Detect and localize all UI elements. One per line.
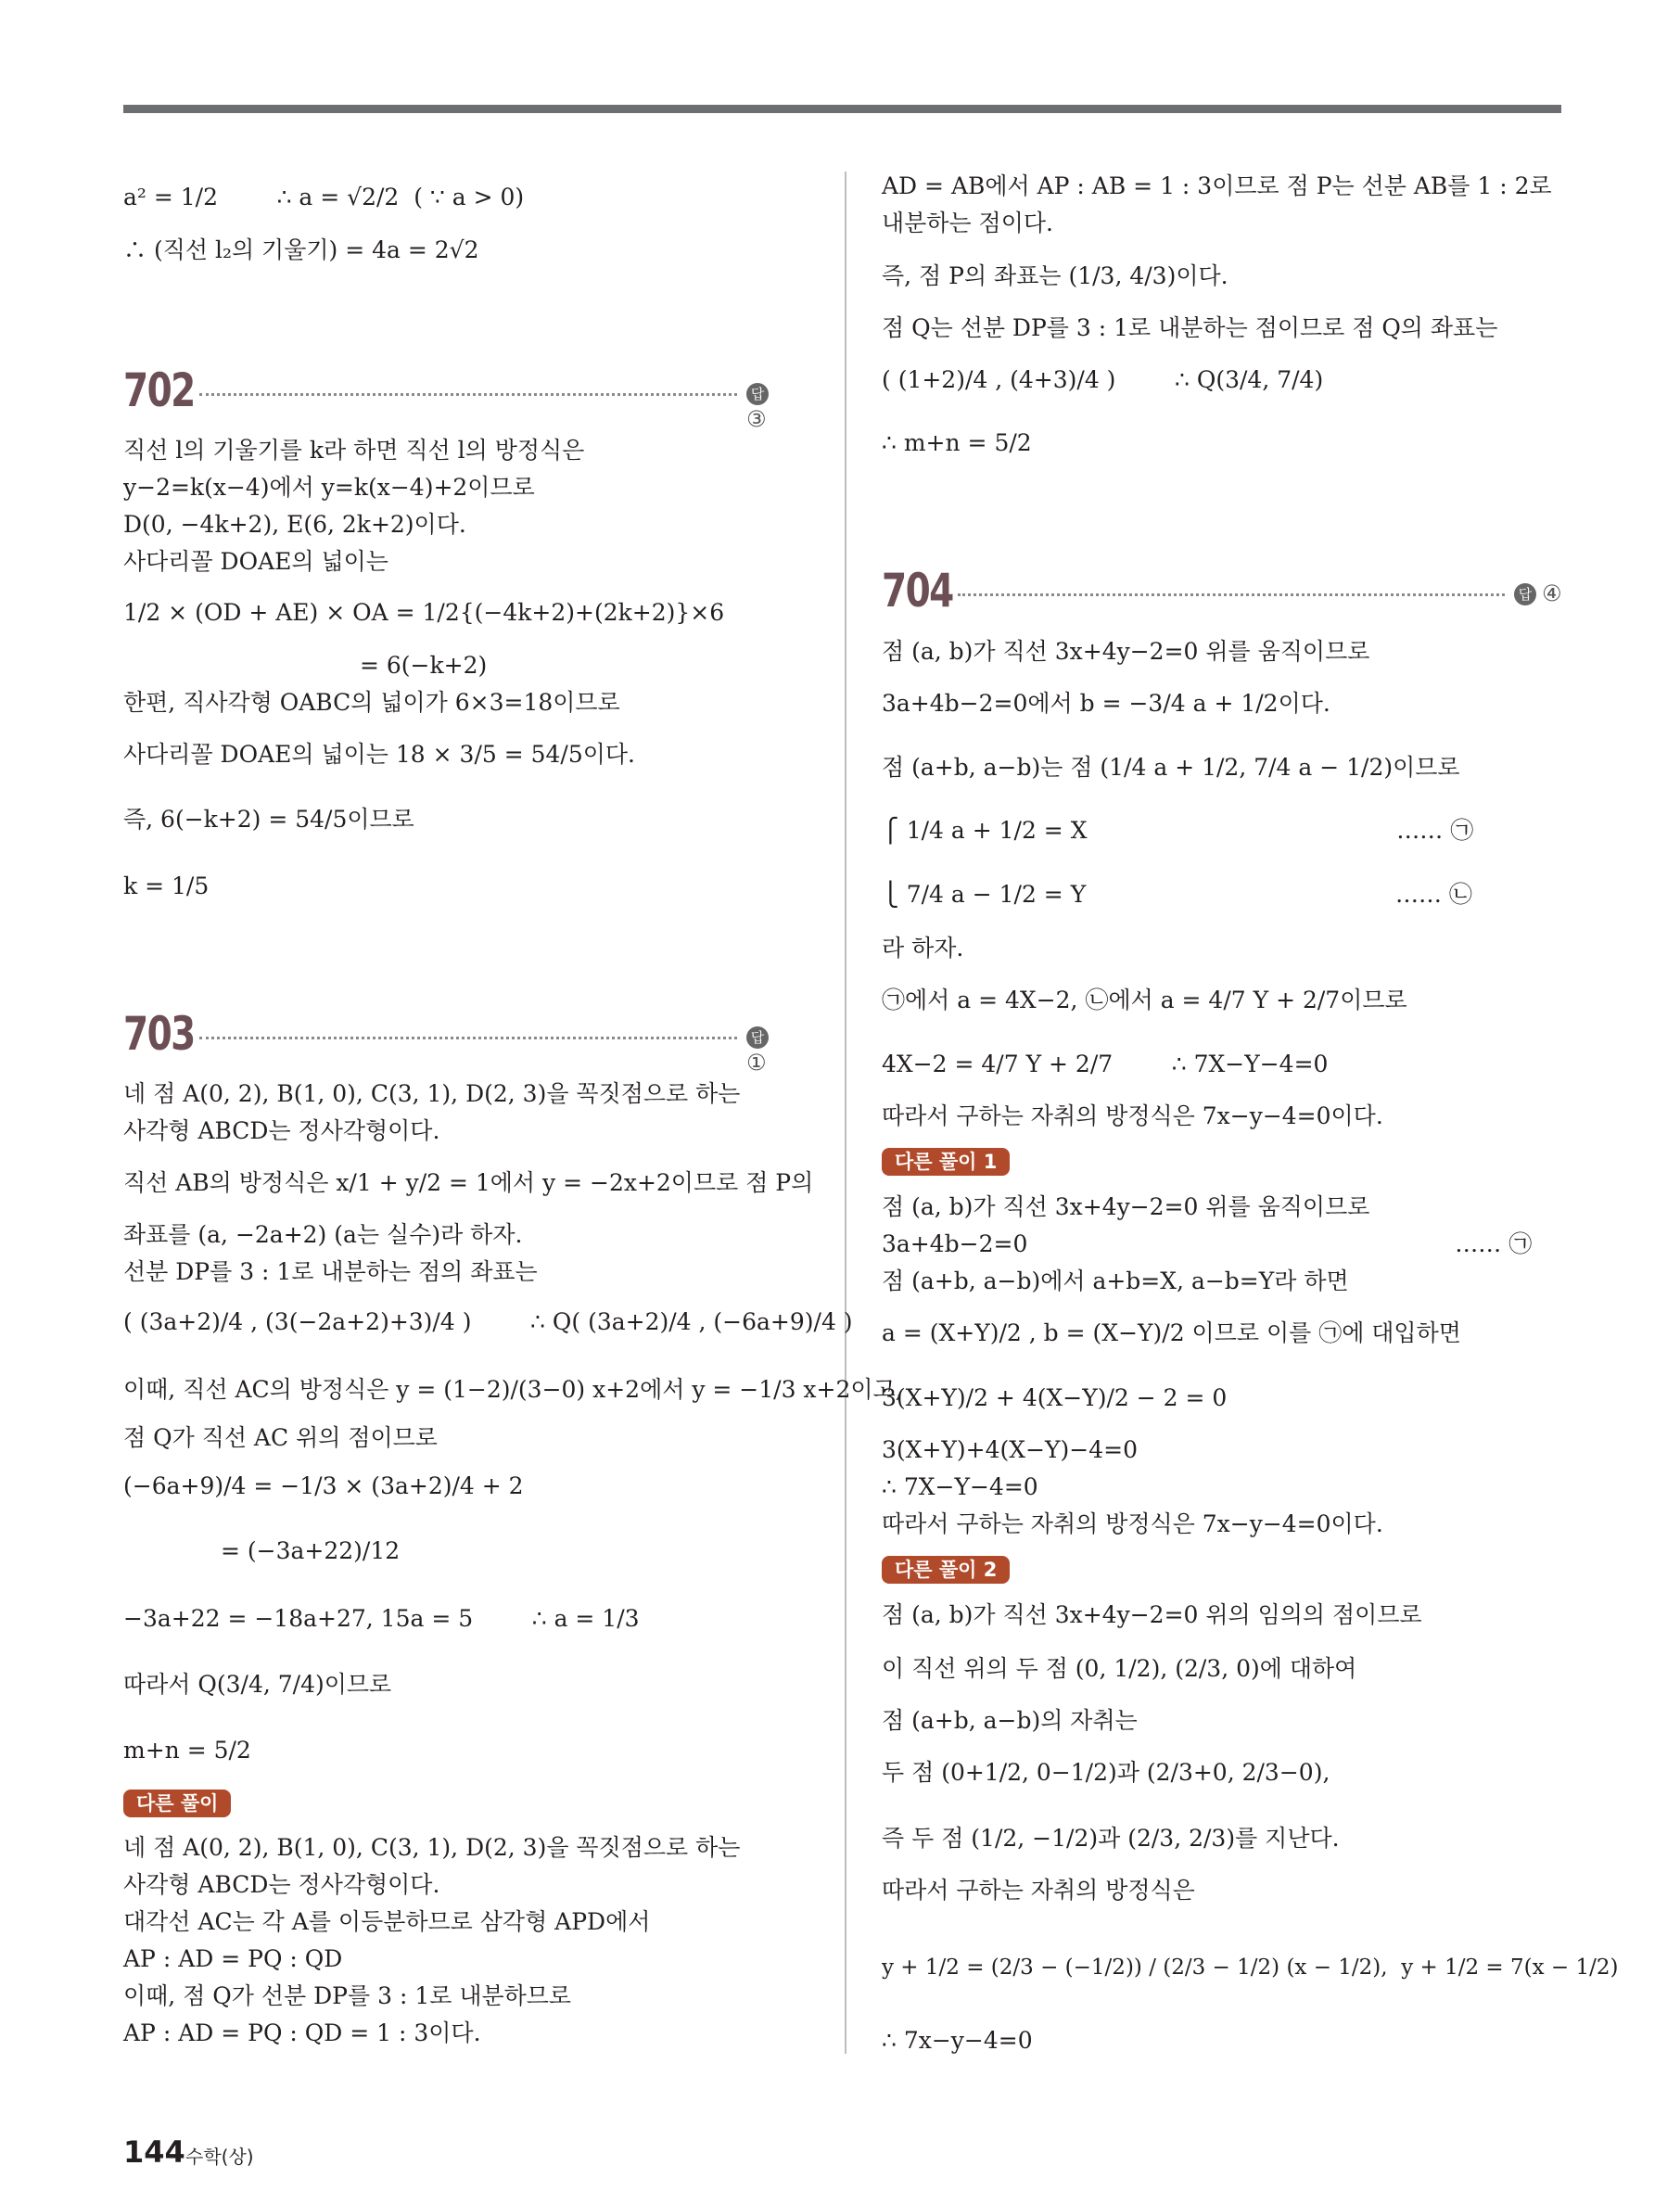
page-number: 144 — [123, 2134, 185, 2170]
top-rule — [123, 105, 1561, 113]
book-title: 수학(상) — [185, 2146, 254, 2168]
text-line: 선분 DP를 3 : 1로 내분하는 점의 좌표는 — [123, 1258, 538, 1285]
problem-702-header — [123, 363, 791, 432]
text-line: 직선 l의 기울기를 k라 하면 직선 l의 방정식은 — [123, 437, 585, 464]
text-line: m+n = 5/2 — [123, 1737, 251, 1764]
answer-marker — [1514, 580, 1562, 606]
text-line: 네 점 A(0, 2), B(1, 0), C(3, 1), D(2, 3)을 꼭짓점으로 하는 — [123, 1080, 741, 1107]
text-line: ㉠에서 a = 4X−2, ㉡에서 a = 4/7 Y + 2/7이므로 — [882, 987, 1407, 1013]
text-line: y + 1/2 = (2/3 − (−1/2)) / (2/3 − 1/2) (x − 1/2), y + 1/2 = 7(x − 1/2) — [882, 1955, 1619, 1980]
text-line: 대각선 AC는 각 A를 이등분하므로 삼각형 APD에서 — [123, 1908, 651, 1935]
text-line: 두 점 (0+1/2, 0−1/2)과 (2/3+0, 2/3−0), — [882, 1759, 1330, 1786]
text-line: 사각형 ABCD는 정사각형이다. — [123, 1117, 440, 1144]
text-line: 이때, 점 Q가 선분 DP를 3 : 1로 내분하므로 — [123, 1982, 572, 2009]
text-line: 따라서 구하는 자취의 방정식은 7x−y−4=0이다. — [882, 1510, 1383, 1537]
text-line: 즉, 6(−k+2) = 54/5이므로 — [123, 806, 414, 833]
text-line: 좌표를 (a, −2a+2) (a는 실수)라 하자. — [123, 1221, 523, 1248]
text-line: 사다리꼴 DOAE의 넓이는 — [123, 548, 388, 575]
text-line: k = 1/5 — [123, 873, 210, 899]
text-line: ⎧ 1/4 a + 1/2 = X …… ㉠ — [882, 817, 1474, 844]
text-line: 점 (a, b)가 직선 3x+4y−2=0 위를 움직이므로 — [882, 638, 1370, 665]
text-line: 따라서 구하는 자취의 방정식은 — [882, 1877, 1195, 1904]
text-line: AD = AB에서 AP : AB = 1 : 3이므로 점 P는 선분 AB를 1 : 2로 — [882, 172, 1552, 199]
problem-number: 704 — [882, 564, 953, 618]
answer-marker — [746, 380, 791, 432]
text-line: 점 (a, b)가 직선 3x+4y−2=0 위의 임의의 점이므로 — [882, 1601, 1422, 1628]
text-line: 점 (a+b, a−b)는 점 (1/4 a + 1/2, 7/4 a − 1/2)이므로 — [882, 754, 1460, 781]
alt-solution-2-badge: 다른 풀이 2 — [882, 1556, 1010, 1584]
text-line: y−2=k(x−4)에서 y=k(x−4)+2이므로 — [123, 474, 535, 501]
text-line: 한편, 직사각형 OABC의 넓이가 6×3=18이므로 — [123, 689, 620, 716]
text-line: 4X−2 = 4/7 Y + 2/7 ∴ 7X−Y−4=0 — [882, 1051, 1329, 1077]
text-line: 내분하는 점이다. — [882, 210, 1053, 236]
text-line: 즉, 점 P의 좌표는 (1/3, 4/3)이다. — [882, 262, 1228, 289]
text-line: AP : AD = PQ : QD = 1 : 3이다. — [123, 2019, 481, 2046]
text-line: 3a+4b−2=0에서 b = −3/4 a + 1/2이다. — [882, 690, 1330, 717]
text-line: 점 Q는 선분 DP를 3 : 1로 내분하는 점이므로 점 Q의 좌표는 — [882, 314, 1498, 341]
text-line: 3(X+Y)/2 + 4(X−Y)/2 − 2 = 0 — [882, 1384, 1228, 1411]
text-line: −3a+22 = −18a+27, 15a = 5 ∴ a = 1/3 — [123, 1605, 640, 1632]
text-line: 즉 두 점 (1/2, −1/2)과 (2/3, 2/3)를 지난다. — [882, 1825, 1340, 1852]
text-line: 1/2 × (OD + AE) × OA = 1/2{(−4k+2)+(2k+2)}×6 — [123, 599, 725, 626]
answer-icon: 답 — [746, 1026, 769, 1049]
problem-number: 702 — [123, 363, 195, 417]
text-line: = (−3a+22)/12 — [221, 1537, 401, 1564]
text-line: 따라서 Q(3/4, 7/4)이므로 — [123, 1671, 392, 1698]
text-line: ∴ m+n = 5/2 — [882, 429, 1032, 456]
text-line: ( (1+2)/4 , (4+3)/4 ) ∴ Q(3/4, 7/4) — [882, 366, 1324, 393]
answer-value: ③ — [746, 406, 767, 432]
problem-number: 703 — [123, 1007, 195, 1061]
text-line: 이 직선 위의 두 점 (0, 1/2), (2/3, 0)에 대하여 — [882, 1655, 1357, 1682]
text-line: a² = 1/2 ∴ a = √2/2 ( ∵ a > 0) — [123, 184, 525, 210]
answer-icon: 답 — [1514, 583, 1536, 605]
alt-solution-badge: 다른 풀이 — [123, 1790, 231, 1817]
text-line: 점 (a, b)가 직선 3x+4y−2=0 위를 움직이므로 — [882, 1193, 1370, 1220]
text-line: 3a+4b−2=0 …… ㉠ — [882, 1230, 1533, 1257]
problem-704-header — [882, 564, 1563, 629]
text-line: (−6a+9)/4 = −1/3 × (3a+2)/4 + 2 — [123, 1472, 524, 1499]
text-line: ⎩ 7/4 a − 1/2 = Y …… ㉡ — [882, 881, 1472, 908]
answer-marker — [746, 1024, 791, 1076]
column-divider — [845, 172, 846, 2054]
text-line: 점 Q가 직선 AC 위의 점이므로 — [123, 1424, 438, 1451]
text-line: a = (X+Y)/2 , b = (X−Y)/2 이므로 이를 ㉠에 대입하면 — [882, 1319, 1461, 1346]
answer-value: ① — [746, 1050, 767, 1076]
text-line: 직선 AB의 방정식은 x/1 + y/2 = 1에서 y = −2x+2이므로 점 P의 — [123, 1169, 814, 1196]
answer-value: ④ — [1542, 580, 1562, 606]
text-line: ∴ (직선 l₂의 기울기) = 4a = 2√2 — [123, 236, 479, 263]
text-line: 사각형 ABCD는 정사각형이다. — [123, 1871, 440, 1898]
text-line: ∴ 7X−Y−4=0 — [882, 1473, 1038, 1500]
text-line: 사다리꼴 DOAE의 넓이는 18 × 3/5 = 54/5이다. — [123, 741, 635, 768]
leader-dots — [199, 1037, 737, 1039]
text-line: AP : AD = PQ : QD — [123, 1945, 343, 1972]
text-line: 점 (a+b, a−b)의 자취는 — [882, 1707, 1138, 1734]
text-line: ∴ 7x−y−4=0 — [882, 2027, 1033, 2054]
problem-703-header — [123, 1007, 791, 1076]
text-line: ( (3a+2)/4 , (3(−2a+2)+3)/4 ) ∴ Q( (3a+2)/4 , (−6a+9)/4 ) — [123, 1308, 853, 1335]
leader-dots — [958, 593, 1505, 596]
text-line: 이때, 직선 AC의 방정식은 y = (1−2)/(3−0) x+2에서 y = −1/3 x+2이고, — [123, 1376, 903, 1403]
answer-icon: 답 — [746, 383, 769, 405]
text-line: 3(X+Y)+4(X−Y)−4=0 — [882, 1436, 1138, 1463]
text-line: 따라서 구하는 자취의 방정식은 7x−y−4=0이다. — [882, 1102, 1383, 1129]
text-line: 라 하자. — [882, 935, 964, 962]
text-line: 네 점 A(0, 2), B(1, 0), C(3, 1), D(2, 3)을 꼭짓점으로 하는 — [123, 1834, 741, 1861]
text-line: 점 (a+b, a−b)에서 a+b=X, a−b=Y라 하면 — [882, 1267, 1349, 1294]
leader-dots — [199, 393, 737, 396]
alt-solution-1-badge: 다른 풀이 1 — [882, 1148, 1010, 1176]
text-line: D(0, −4k+2), E(6, 2k+2)이다. — [123, 511, 466, 538]
text-line: = 6(−k+2) — [360, 652, 488, 679]
